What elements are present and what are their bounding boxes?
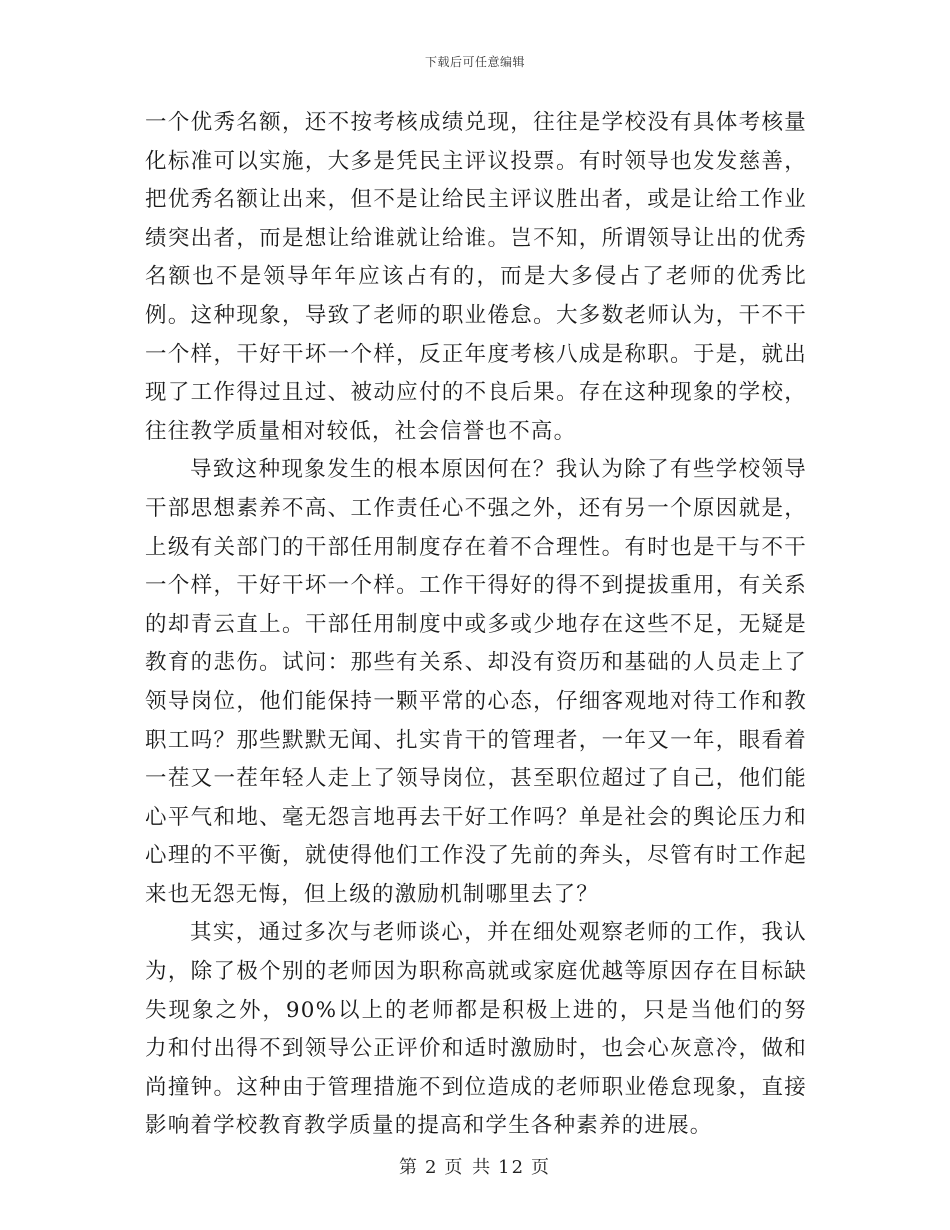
footer-prefix: 第: [398, 1157, 419, 1178]
footer-middle: 页 共: [444, 1157, 493, 1178]
total-pages: 12: [498, 1157, 526, 1178]
paragraph-conclusion: 其实，通过多次与老师谈心，并在细处观察老师的工作，我认为，除了极个别的老师因为职称高就或家庭优越等原因存在目标缺失现象之外，90%以上的老师都是积极上进的，只是当他们的努力和付出得不到领导公正评价和适时激励时，也会心灰意冷，做和尚撞钟。这种由于管理措施不到位造成的老师职业倦怠现象，直接影响着学校教育教学质量的提高和学生各种素养的进展。: [145, 920, 807, 1139]
body-text: [145, 104, 807, 1146]
footer-suffix: 页: [531, 1157, 552, 1178]
page-header: 下载后可任意编辑: [424, 55, 525, 69]
page-footer: [0, 1153, 950, 1179]
paragraph-root-cause: 导致这种现象发生的根本原因何在？我认为除了有些学校领导干部思想素养不高、工作责任心不强之外，还有另一个原因就是，上级有关部门的干部任用制度存在着不合理性。有时也是干与不干一个样，干好干坏一个样。工作干得好的得不到提拔重用，有关系的却青云直上。干部任用制度中或多或少地存在这些不足，无疑是教育的悲伤。试问：那些有关系、却没有资历和基础的人员走上了领导岗位，他们能保持一颗平常的心态，仔细客观地对待工作和教职工吗？那些默默无闻、扎实肯干的管理者，一年又一年，眼看着一茬又一茬年轻人走上了领导岗位，甚至职位超过了自己，他们能心平气和地、毫无怨言地再去干好工作吗？单是社会的舆论压力和心理的不平衡，就使得他们工作没了先前的奔头，尽管有时工作起来也无怨无悔，但上级的激励机制哪里去了？: [145, 457, 807, 907]
paragraph-continuation: 一个优秀名额，还不按考核成绩兑现，往往是学校没有具体考核量化标准可以实施，大多是凭民主评议投票。有时领导也发发慈善，把优秀名额让出来，但不是让给民主评议胜出者，或是让给工作业绩突出者，而是想让给谁就让给谁。岂不知，所谓领导让出的优秀名额也不是领导年年应该占有的，而是大多侵占了老师的优秀比例。这种现象，导致了老师的职业倦怠。大多数老师认为，干不干一个样，干好干坏一个样，反正年度考核八成是称职。于是，就出现了工作得过且过、被动应付的不良后果。存在这种现象的学校，往往教学质量相对较低，社会信誉也不高。: [145, 110, 807, 444]
page-number: 2: [424, 1157, 439, 1178]
